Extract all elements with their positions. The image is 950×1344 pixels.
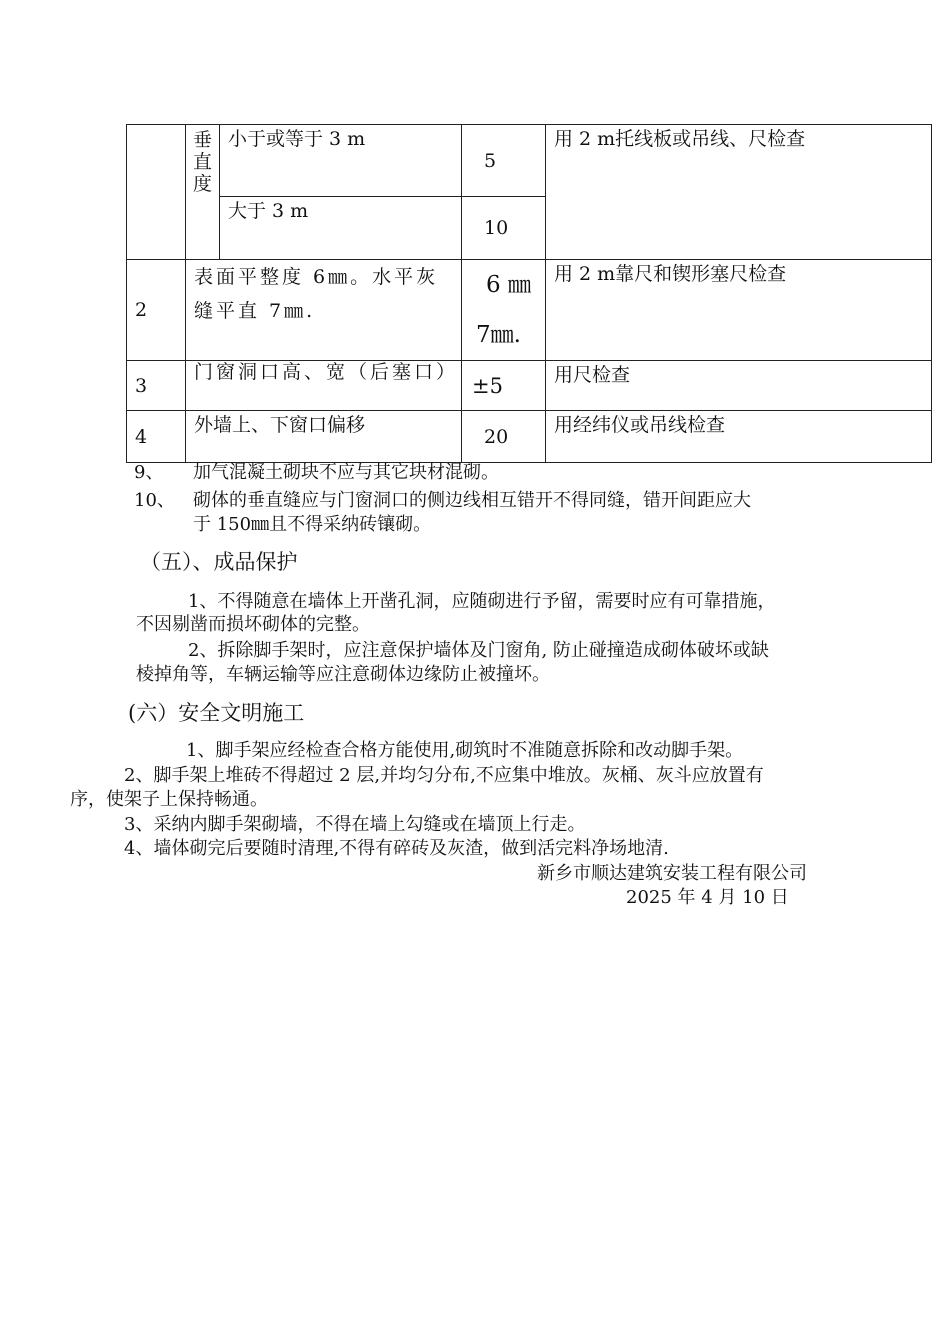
tolerance-20: 20 [462,411,546,463]
item-flatness: 表面平整度 6㎜。水平灰缝平直 7㎜. [186,260,462,361]
row-number-2: 2 [127,260,186,361]
inspection-table [126,124,932,463]
section-5-p1-line2: 不因剔凿而损坏砌体的完整。 [136,614,370,635]
row-number-empty [127,125,186,260]
company-name: 新乡市顺达建筑安装工程有限公司 [537,863,807,884]
item-window-offset: 外墙上、下窗口偏移 [186,411,462,463]
tolerance-10: 10 [462,197,546,260]
section-6-item-2-line1: 2、脚手架上堆砖不得超过 2 层,并均匀分布,不应集中堆放。灰桶、灰斗应放置有 [124,765,764,786]
note-10-line2: 于 150㎜且不得采纳砖镶砌。 [193,514,432,535]
note-10-number: 10、 [134,490,175,511]
section-5-p2-line2: 棱掉角等，车辆运输等应注意砌体边缘防止被撞坏。 [136,664,550,685]
condition-gt-3m: 大于 3 m [220,197,462,260]
section-5-title: （五）、成品保护 [140,550,298,574]
section-5-p1-line1: 1、不得随意在墙体上开凿孔洞，应随砌进行予留，需要时应有可靠措施， [188,591,776,612]
condition-le-3m: 小于或等于 3 m [220,125,462,197]
note-9-text: 加气混凝土砌块不应与其它块材混砌。 [193,462,499,483]
section-6-title: (六）安全文明施工 [128,701,305,725]
tolerance-6-7mm: 6 ㎜ 7㎜. [462,260,546,361]
note-10-line1: 砌体的垂直缝应与门窗洞口的侧边线相互错开不得同缝，错开间距应大 [193,490,751,511]
section-6-item-2-line2: 序，使架子上保持畅通。 [70,789,268,810]
tolerance-pm5: ±5 [462,361,546,411]
note-9-number: 9、 [134,462,164,483]
method-ruler: 用尺检查 [546,361,932,411]
method-plumb-board: 用 2 m托线板或吊线、尺检查 [546,125,932,260]
row-number-3: 3 [127,361,186,411]
verticality-label: 垂 直 度 [186,125,220,260]
tolerance-5: 5 [462,125,546,197]
method-straightedge: 用 2 m靠尺和锲形塞尺检查 [546,260,932,361]
section-6-item-1: 1、脚手架应经检查合格方能使用,砌筑时不准随意拆除和改动脚手架。 [186,740,744,761]
method-theodolite: 用经纬仪或吊线检查 [546,411,932,463]
row-number-4: 4 [127,411,186,463]
section-6-item-4: 4、墙体砌完后要随时清理,不得有碎砖及灰渣，做到活完料净场地清. [124,838,669,859]
section-5-p2-line1: 2、拆除脚手架时，应注意保护墙体及门窗角, 防止碰撞造成砌体破坏或缺 [188,640,769,661]
document-date: 2025 年 4 月 10 日 [626,887,789,908]
section-6-item-3: 3、采纳内脚手架砌墙，不得在墙上勾缝或在墙顶上行走。 [124,814,586,835]
item-opening-size: 门窗洞口高、宽（后塞口） [186,361,462,411]
